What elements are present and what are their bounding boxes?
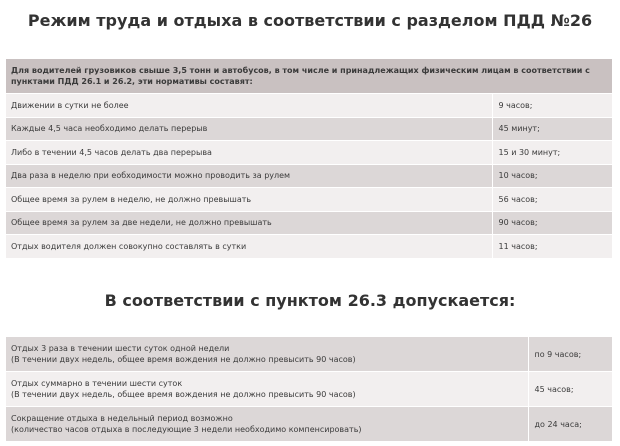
row-label: Общее время за рулем за две недели, не должно превышать (6, 211, 492, 235)
row-value: 45 часов; (528, 372, 612, 407)
row-value: 11 часов; (492, 235, 612, 259)
row-label (6, 407, 528, 442)
row-value: 15 и 30 минут; (492, 141, 612, 165)
row-label-main: Отдых 3 раза в течении шести суток одной недели (11, 344, 230, 353)
row-label-note: (количество часов отдыха в последующие 3 недели необходимо компенсировать) (11, 425, 362, 434)
row-label (6, 372, 528, 407)
row-label (6, 337, 528, 372)
row-label: Отдых водителя должен совокупно составлять в сутки (6, 235, 492, 259)
row-value: до 24 часа; (528, 407, 612, 442)
row-label: Либо в течении 4,5 часов делать два перерыва (6, 141, 492, 165)
row-value: 45 минут; (492, 117, 612, 141)
row-value: по 9 часов; (528, 337, 612, 372)
page-title: Режим труда и отдыха в соответствии с разделом ПДД №26 (27, 11, 593, 30)
row-label-main: Сокращение отдыха в недельный период возможно (11, 414, 233, 423)
table-header-cell: Для водителей грузовиков свыше 3,5 тонн и автобусов, в том числе и принадлежащих физическим лицам в соответствии с пунктами ПДД 26.1 и 26.2, эти нормативы составят: (6, 59, 612, 94)
row-label-note: (В течении двух недель, общее время вождения не должно превысить 90 часов) (11, 390, 356, 399)
row-label: Каждые 4,5 часа необходимо делать перерыв (6, 117, 492, 141)
table-header-row (6, 59, 612, 94)
table-row (6, 337, 612, 372)
row-label: Общее время за рулем в неделю, не должно превышать (6, 188, 492, 212)
table-row (6, 164, 612, 188)
table-row (6, 372, 612, 407)
table-row (6, 407, 612, 442)
row-label-main: Отдых суммарно в течении шести суток (11, 379, 183, 388)
table-row (6, 235, 612, 259)
table-row (6, 211, 612, 235)
table-row (6, 94, 612, 118)
table-row (6, 141, 612, 165)
section-subtitle: В соответствии с пунктом 26.3 допускается: (104, 291, 516, 310)
row-value: 90 часов; (492, 211, 612, 235)
row-value: 10 часов; (492, 164, 612, 188)
driving-norms-table (6, 59, 612, 259)
row-label: Движении в сутки не более (6, 94, 492, 118)
table-row (6, 188, 612, 212)
row-value: 56 часов; (492, 188, 612, 212)
row-value: 9 часов; (492, 94, 612, 118)
table-row (6, 117, 612, 141)
row-label: Два раза в неделю при еобходимости можно проводить за рулем (6, 164, 492, 188)
row-label-note: (В течении двух недель, общее время вождения не должно превысить 90 часов) (11, 355, 356, 364)
allowances-table (6, 337, 612, 442)
